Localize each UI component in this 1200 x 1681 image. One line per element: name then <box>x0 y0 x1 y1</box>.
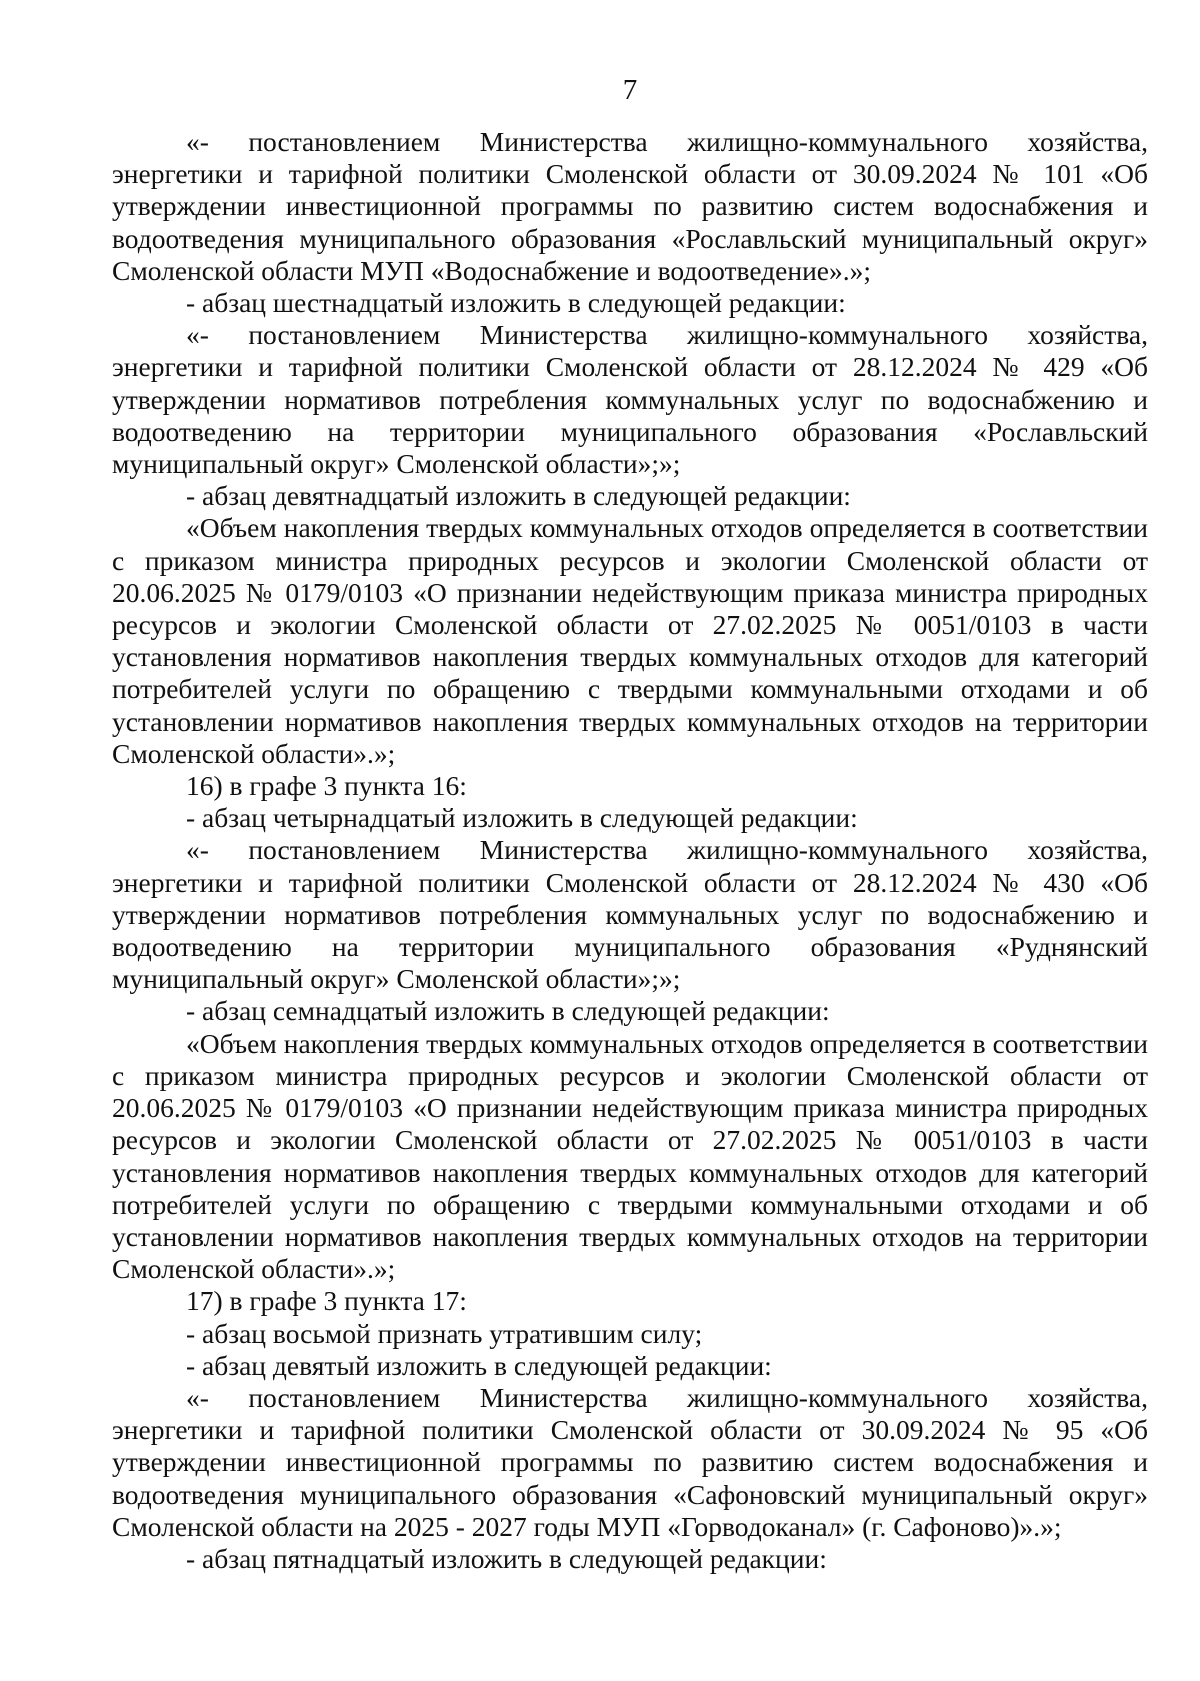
paragraph-instruction-14th: - абзац четырнадцатый изложить в следующей редакции: <box>186 802 858 834</box>
paragraph-instruction-9th: - абзац девятый изложить в следующей редакции: <box>186 1349 772 1381</box>
paragraph-instruction-17th: - абзац семнадцатый изложить в следующей редакции: <box>186 995 830 1027</box>
document-body <box>112 126 1148 1575</box>
paragraph-resolution-429: «- постановлением Министерства жилищно-коммунального хозяйства, энергетики и тарифной политики Смоленской области от 28.12.2024 № 429 «Об утверждении нормативов потребления коммунальных услуг по водоснабжению и водоотведению на территории муниципального образования «Рославльский муниципальный округ» Смоленской области»;»; <box>112 319 1148 480</box>
paragraph-instruction-16th: - абзац шестнадцатый изложить в следующей редакции: <box>186 287 846 319</box>
paragraph-instruction-19th: - абзац девятнадцатый изложить в следующей редакции: <box>186 480 851 512</box>
paragraph-waste-volume-2: «Объем накопления твердых коммунальных отходов определяется в соответствии с приказом министра природных ресурсов и экологии Смоленской области от 20.06.2025 № 0179/0103 «О признании недействующим приказа министра природных ресурсов и экологии Смоленской области от 27.02.2025 № 0051/0103 в части установления нормативов накопления твердых коммунальных отходов для категорий потребителей услуги по обращению с твердыми коммунальными отходами и об установлении нормативов накопления твердых коммунальных отходов на территории Смоленской области».»; <box>112 1027 1148 1285</box>
paragraph-waste-volume-1: «Объем накопления твердых коммунальных отходов определяется в соответствии с приказом министра природных ресурсов и экологии Смоленской области от 20.06.2025 № 0179/0103 «О признании недействующим приказа министра природных ресурсов и экологии Смоленской области от 27.02.2025 № 0051/0103 в части установления нормативов накопления твердых коммунальных отходов для категорий потребителей услуги по обращению с твердыми коммунальными отходами и об установлении нормативов накопления твердых коммунальных отходов на территории Смоленской области».»; <box>112 512 1148 769</box>
paragraph-resolution-430: «- постановлением Министерства жилищно-коммунального хозяйства, энергетики и тарифной политики Смоленской области от 28.12.2024 № 430 «Об утверждении нормативов потребления коммунальных услуг по водоснабжению и водоотведению на территории муниципального образования «Руднянский муниципальный округ» Смоленской области»;»; <box>112 834 1148 995</box>
paragraph-resolution-101: «- постановлением Министерства жилищно-коммунального хозяйства, энергетики и тарифной политики Смоленской области от 30.09.2024 № 101 «Об утверждении инвестиционной программы по развитию систем водоснабжения и водоотведения муниципального образования «Рославльский муниципальный округ» Смоленской области МУП «Водоснабжение и водоотведение».»; <box>112 126 1148 286</box>
paragraph-item-17: 17) в графе 3 пункта 17: <box>186 1285 467 1317</box>
paragraph-resolution-95: «- постановлением Министерства жилищно-коммунального хозяйства, энергетики и тарифной политики Смоленской области от 30.09.2024 № 95 «Об утверждении инвестиционной программы по развитию систем водоснабжения и водоотведения муниципального образования «Сафоновский муниципальный округ» Смоленской области на 2025 - 2027 годы МУП «Горводоканал» (г. Сафоново)».»; <box>112 1381 1148 1542</box>
paragraph-instruction-15th: - абзац пятнадцатый изложить в следующей редакции: <box>186 1542 827 1574</box>
paragraph-item-16: 16) в графе 3 пункта 16: <box>186 770 467 802</box>
page-number: 7 <box>622 74 638 106</box>
paragraph-instruction-8th-void: - абзац восьмой признать утратившим силу; <box>186 1317 703 1349</box>
